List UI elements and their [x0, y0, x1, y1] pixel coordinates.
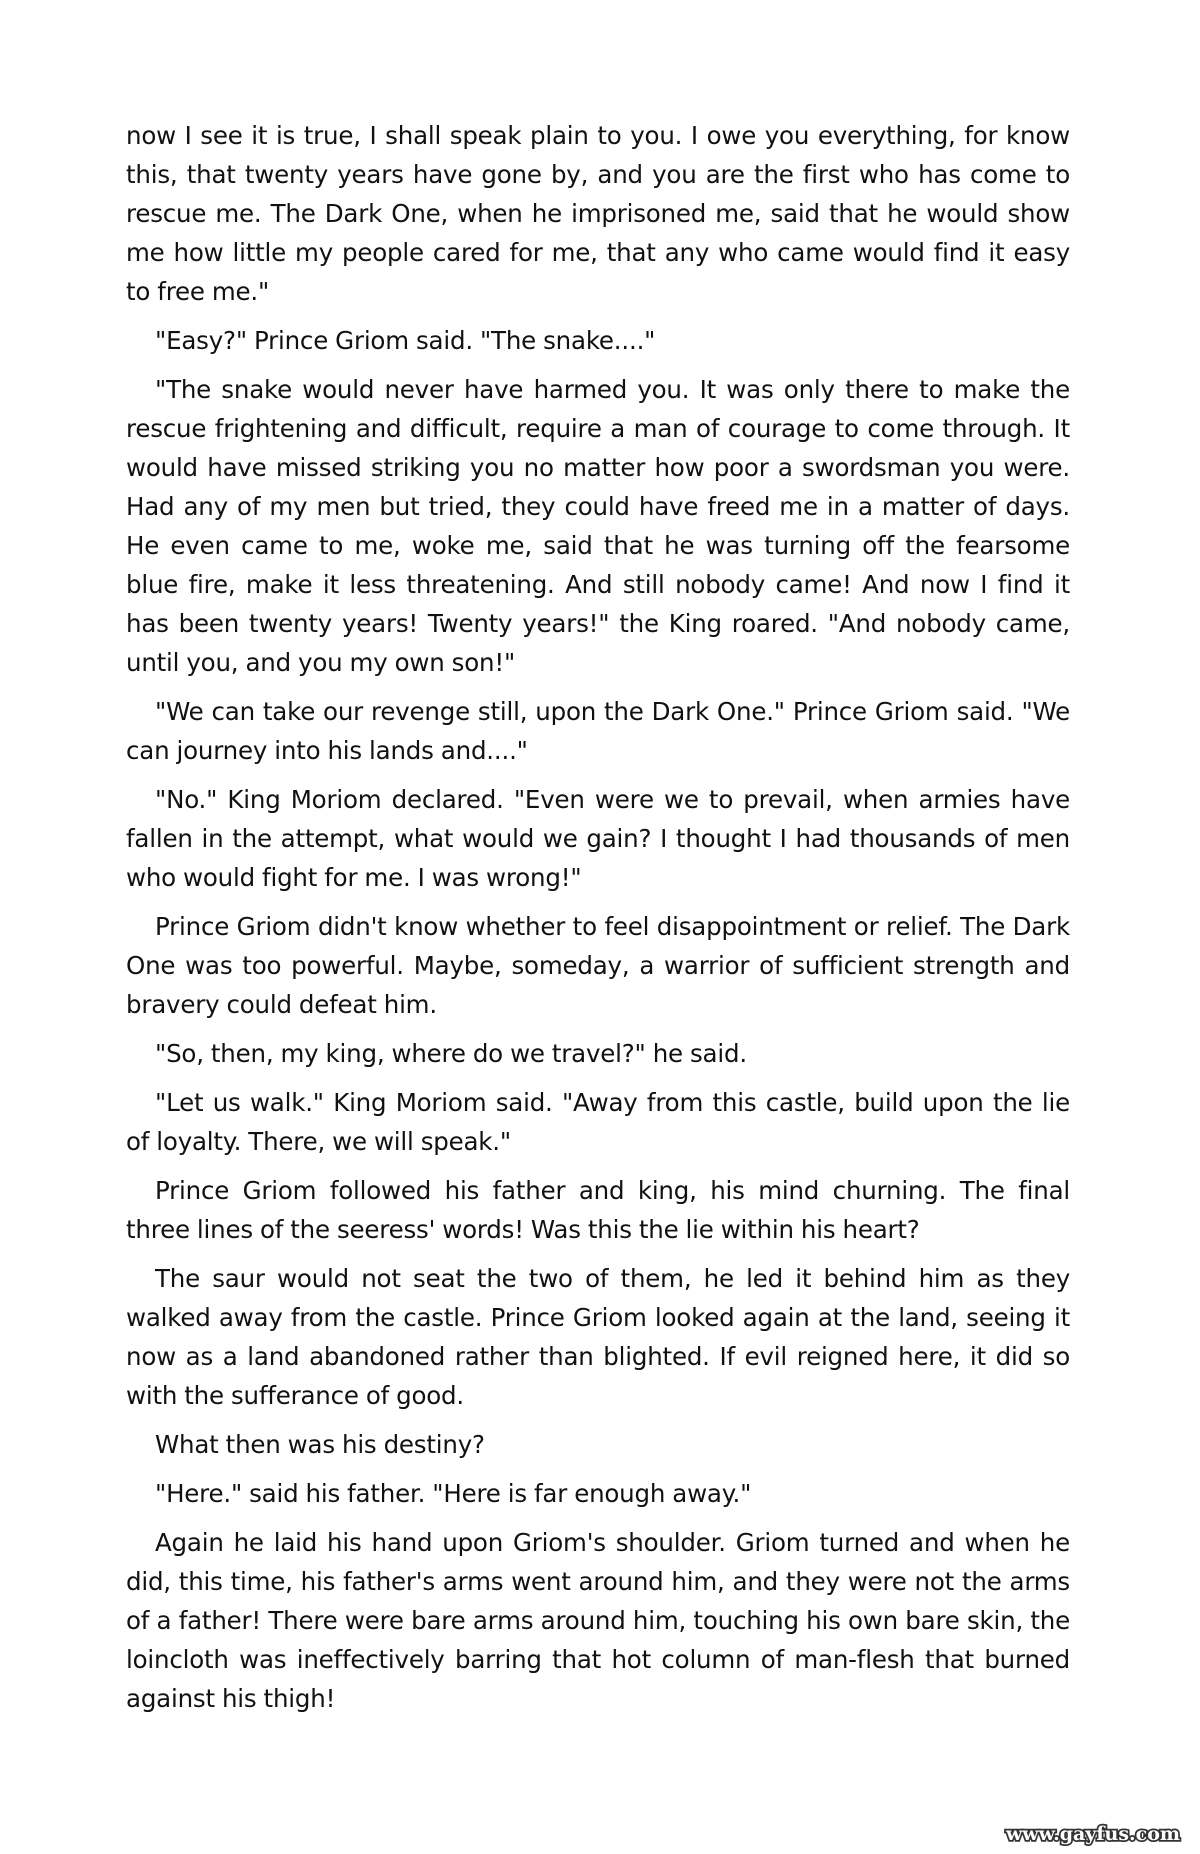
page-body-text: [126, 116, 1070, 1728]
paragraph-8: "Let us walk." King Moriom said. "Away from this castle, build upon the lie of loyalty. There, we will speak.": [126, 1088, 1070, 1156]
paragraph-6: Prince Griom didn't know whether to feel disappointment or relief. The Dark One was too powerful. Maybe, someday, a warrior of sufficient strength and bravery could defeat him.: [126, 912, 1070, 1019]
paragraph-1: now I see it is true, I shall speak plain to you. I owe you everything, for know this, that twenty years have gone by, and you are the first who has come to rescue me. The Dark One, when he imprisoned me, said that he would show me how little my people cared for me, that any who came would find it easy to free me.": [126, 121, 1070, 306]
paragraph-3: "The snake would never have harmed you. It was only there to make the rescue frightening and difficult, require a man of courage to come through. It would have missed striking you no matter how poor a swordsman you were. Had any of my men but tried, they could have freed me in a matter of days. He even came to me, woke me, said that he was turning off the fearsome blue fire, make it less threatening. And still nobody came! And now I find it has been twenty years! Twenty years!" the King roared. "And nobody came, until you, and you my own son!": [126, 375, 1070, 677]
paragraph-12: "Here." said his father. "Here is far enough away.": [155, 1479, 752, 1508]
paragraph-7: "So, then, my king, where do we travel?" he said.: [155, 1039, 747, 1068]
site-watermark: [952, 1820, 1182, 1846]
paragraph-2: "Easy?" Prince Griom said. "The snake....": [155, 326, 656, 355]
paragraph-10: The saur would not seat the two of them, he led it behind him as they walked away from the castle. Prince Griom looked again at the land, seeing it now as a land abandoned rather than blighted. If evil reigned here, it did so with the sufferance of good.: [126, 1264, 1070, 1410]
watermark-text: www.gayfus.com: [1005, 1823, 1180, 1845]
watermark-logo: [952, 1820, 1182, 1846]
paragraph-4: "We can take our revenge still, upon the Dark One." Prince Griom said. "We can journey into his lands and....": [126, 697, 1070, 765]
paragraph-9: Prince Griom followed his father and king, his mind churning. The final three lines of the seeress' words! Was this the lie within his heart?: [126, 1176, 1070, 1244]
paragraph-13: Again he laid his hand upon Griom's shoulder. Griom turned and when he did, this time, his father's arms went around him, and they were not the arms of a father! There were bare arms around him, touching his own bare skin, the loincloth was ineffectively barring that hot column of man-flesh that burned against his thigh!: [126, 1528, 1070, 1713]
paragraph-5: "No." King Moriom declared. "Even were we to prevail, when armies have fallen in the attempt, what would we gain? I thought I had thousands of men who would fight for me. I was wrong!": [126, 785, 1070, 892]
paragraph-11: What then was his destiny?: [155, 1430, 485, 1459]
